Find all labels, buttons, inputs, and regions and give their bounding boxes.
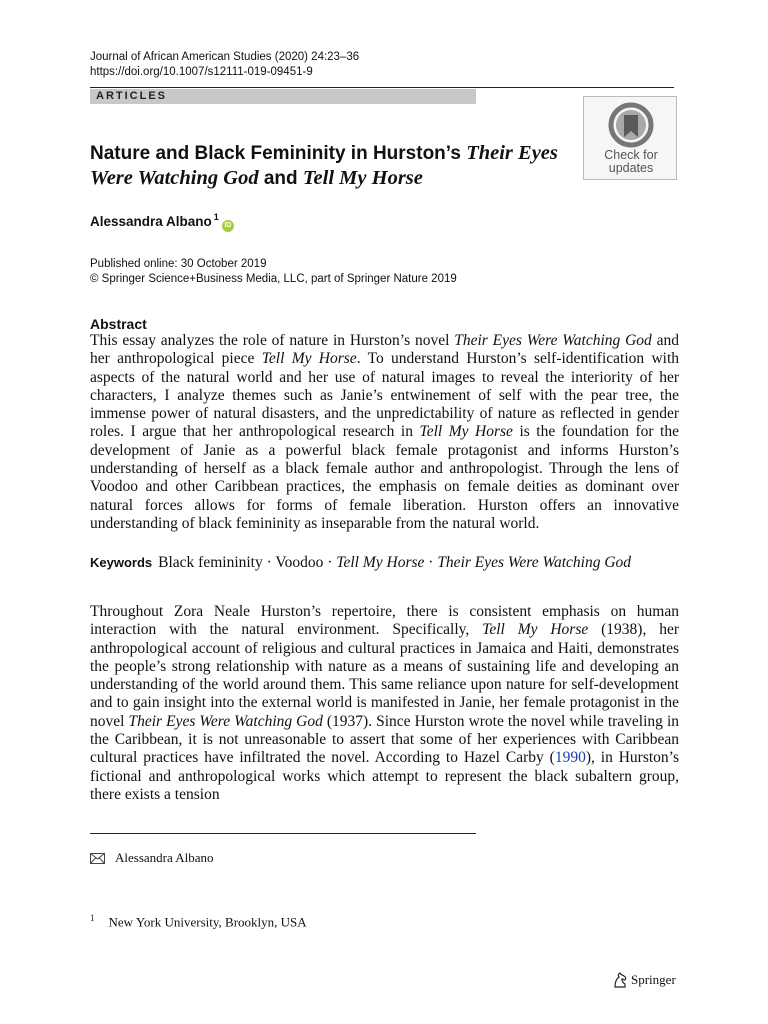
citation-link[interactable]: 1990	[554, 749, 586, 767]
abstract-segment: . To understand Hurston’s self-identification with aspects of the natural world and her use of natural images to reveal the interiority of her characters, I analyze themes such as Janie’s entwinement of self with the pear tree, the immense power of natural disasters, and the unpredictability of nature as reflected in gender roles. I argue that her anthropological research in	[90, 350, 680, 441]
author-line	[90, 212, 234, 232]
abstract-segment: This essay analyzes the role of nature in Hurston’s novel	[90, 332, 455, 349]
keyword: Tell My Horse	[336, 554, 425, 571]
body-paragraph	[90, 603, 679, 804]
envelope-icon	[90, 853, 105, 864]
copyright-line: © Springer Science+Business Media, LLC, part of Springer Nature 2019	[90, 273, 457, 285]
affiliation-text: New York University, Brooklyn, USA	[108, 914, 307, 930]
body-segment: ), in Hurston’s fictional and anthropological works which attempt to represent the black subaltern group, there exists a tension	[90, 749, 679, 803]
affiliation-mark: 1	[90, 913, 95, 923]
springer-logo	[612, 972, 676, 988]
footnote-rule	[90, 833, 476, 834]
springer-horse-icon	[612, 972, 628, 988]
section-label: ARTICLES	[96, 90, 167, 102]
body-segment: (1937). Since Hurston wrote the novel while traveling in the Caribbean, it is not unreasonable to assert that some of her experiences with Caribbean cultural practices have infiltrated the novel. According to Hazel Carby (	[90, 712, 680, 767]
keyword: Their Eyes Were Watching God	[437, 554, 632, 571]
abstract-italic: Their Eyes Were Watching God	[454, 332, 652, 349]
correspondence-name: Alessandra Albano	[115, 850, 214, 865]
keyword-separator: ·	[262, 554, 276, 571]
check-updates-line1: Check for	[604, 148, 658, 162]
correspondence-footnote	[90, 850, 214, 866]
orcid-icon[interactable]: iD	[222, 220, 234, 232]
springer-wordmark: Springer	[631, 972, 676, 987]
section-bar	[90, 89, 476, 104]
body-segment: (1938), her anthropological account of religious and cultural practices in Jamaica and Haiti, demonstrates the people’s strong relationship with nature as a means of sustaining life and developing an understanding of the world around them. This same reliance upon nature for self-development and to gain insight into the external world is manifested in Janie, her female protagonist in the novel	[90, 621, 679, 730]
keyword-separator: ·	[424, 554, 438, 571]
keyword: Black femininity	[158, 554, 263, 571]
author-affiliation-mark: 1	[213, 212, 219, 222]
abstract-text	[90, 332, 679, 533]
body-italic: Their Eyes Were Watching God	[128, 712, 323, 730]
abstract-italic: Tell My Horse	[419, 423, 513, 441]
body-segment: Throughout Zora Neale Hurston’s repertoire, there is consistent emphasis on human interaction with the natural environment. Specifically,	[90, 603, 679, 639]
keyword-separator: ·	[323, 554, 337, 571]
published-date: Published online: 30 October 2019	[90, 258, 267, 270]
title-part-1: Nature and Black Femininity in Hurston’s	[90, 143, 467, 164]
abstract-italic: Tell My Horse	[261, 350, 357, 368]
header-rule	[90, 87, 674, 88]
affiliation-footnote	[90, 913, 307, 930]
title-part-2: and	[258, 168, 303, 189]
check-for-updates-button[interactable]	[583, 96, 677, 180]
keywords-line	[90, 554, 690, 572]
doi-link[interactable]: https://doi.org/10.1007/s12111-019-09451-9	[90, 66, 313, 78]
journal-header	[90, 50, 359, 80]
keywords-label: Keywords	[90, 555, 153, 570]
article-title	[90, 141, 580, 191]
check-updates-icon	[604, 102, 658, 148]
keyword: Voodoo	[275, 554, 324, 571]
body-italic: Tell My Horse	[482, 621, 589, 639]
author-name[interactable]: Alessandra Albano	[90, 214, 212, 229]
abstract-heading: Abstract	[90, 316, 147, 332]
journal-citation: Journal of African American Studies (2020) 24:23–36	[90, 51, 360, 63]
abstract-segment: and her anthropological piece	[90, 332, 679, 368]
check-updates-line2: updates	[608, 161, 654, 175]
abstract-segment: is the foundation for the development of Janie as a powerful black female protagonist and informs Hurston’s understanding of herself as a black female author and anthropologist. Through the lens of Voodoo and other Caribbean practices, the emphasis on female deities as dominant over natural forces allows for forms of female liberation. Hurston offers an innovative understanding of black femininity as inseparable from the natural world.	[90, 423, 679, 532]
title-italic-1: Their Eyes Were Watching God	[90, 142, 558, 189]
title-italic-2: Tell My Horse	[302, 167, 423, 189]
publication-info	[90, 257, 457, 287]
